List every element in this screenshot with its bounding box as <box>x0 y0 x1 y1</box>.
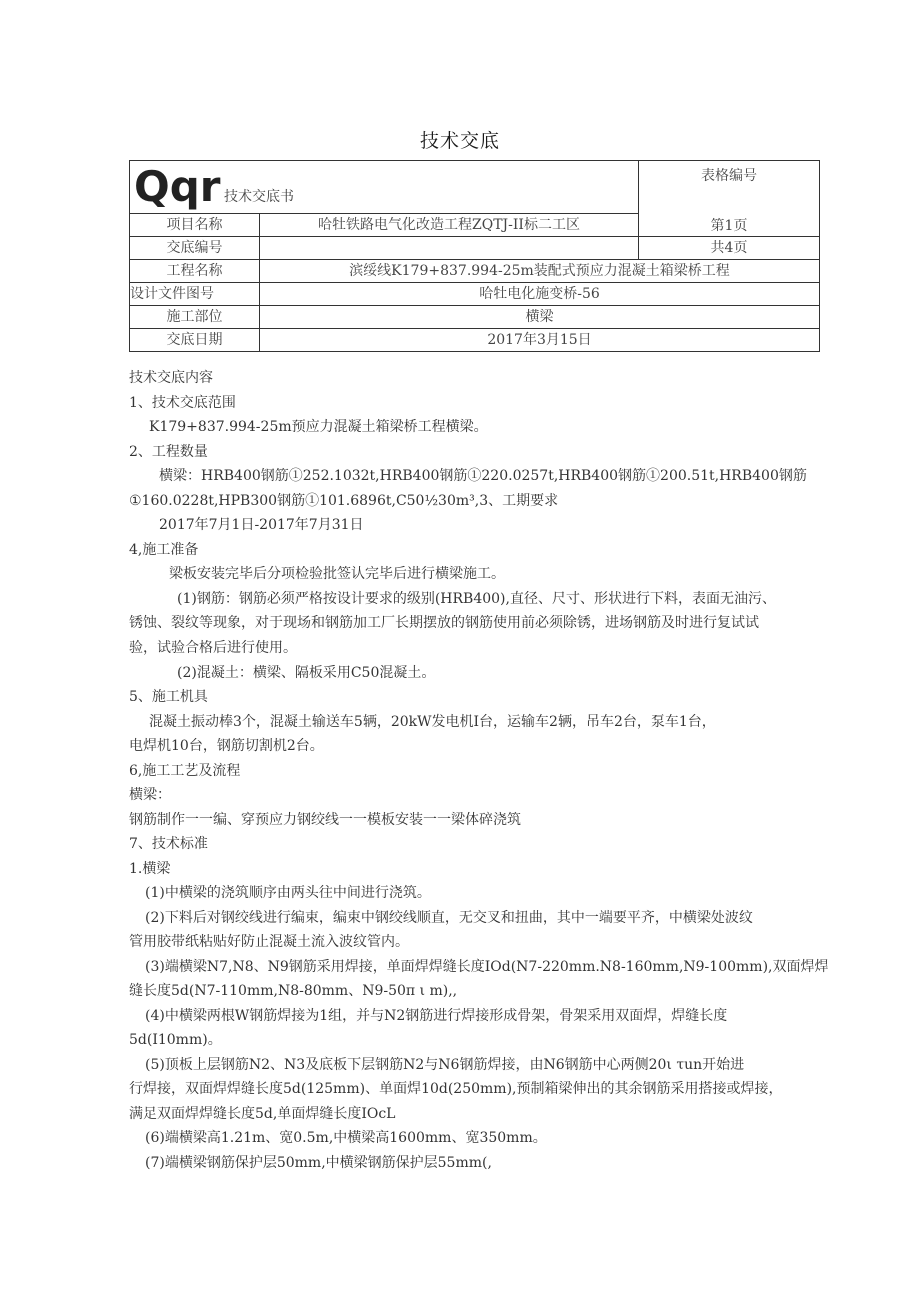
paragraph-line: (2)混凝土：横梁、隔板采用C50混凝土。 <box>177 665 436 681</box>
form-number-label: 表格编号 <box>639 161 820 237</box>
paragraph-line: 验，试验合格后进行使用。 <box>129 640 297 656</box>
paragraph-line: 满足双面焊焊缝长度5d,单面焊缝长度IOcL <box>129 1106 396 1122</box>
handover-number-label: 交底编号 <box>130 237 260 260</box>
handover-number-value <box>260 237 639 260</box>
paragraph-line: (6)端横梁高1.21m、宽0.5m,中横梁高1600mm、宽350mm。 <box>145 1130 547 1146</box>
section-heading: 2、工程数量 <box>129 444 208 460</box>
paragraph-line: 5d(I10mm)。 <box>129 1032 222 1048</box>
date-value: 2017年3月15日 <box>260 329 820 352</box>
design-doc-value: 哈牡电化施变桥-56 <box>260 283 820 306</box>
design-doc-label: 设计文件图号 <box>130 283 260 306</box>
paragraph-line: (2)下料后对钢绞线进行编束，编束中钢绞线顺直，无交叉和扭曲，其中一端要平齐，中横梁处波纹 <box>145 910 753 926</box>
logo-cell <box>130 161 639 214</box>
paragraph-line: 电焊机10台，钢筋切割机2台。 <box>129 738 324 754</box>
site-label: 施工部位 <box>130 306 260 329</box>
section-heading: 4,施工准备 <box>129 542 199 558</box>
paragraph-line: 行焊接，双面焊焊缝长度5d(125mm)、单面焊10d(250mm),预制箱梁伸出的其余钢筋采用搭接或焊接， <box>129 1081 783 1097</box>
date-label: 交底日期 <box>130 329 260 352</box>
section-heading: 技术交底内容 <box>129 370 213 386</box>
page-total: 共4页 <box>710 240 748 256</box>
paragraph-line: 管用胶带纸粘贴好防止混凝土流入波纹管内。 <box>129 934 409 950</box>
paragraph-line: (1)钢筋：钢筋必须严格按设计要求的级别(HRB400),直径、尺寸、形状进行下料，表面无油污、 <box>177 591 776 607</box>
paragraph-line: (7)端横梁钢筋保护层50mm,中横梁钢筋保护层55mm(, <box>145 1155 492 1171</box>
section-heading: 5、施工机具 <box>129 689 208 705</box>
logo-subtitle: 技术交底书 <box>224 189 294 205</box>
section-heading: 6,施工工艺及流程 <box>129 763 241 779</box>
paragraph-line: 钢筋制作一一编、穿预应力钢绞线一一模板安装一一梁体碎浇筑 <box>129 812 521 828</box>
paragraph-line: 横梁：HRB400钢筋①252.1032t,HRB400钢筋①220.0257t,HRB400钢筋①200.51t,HRB400钢筋 <box>159 468 807 484</box>
paragraph-line: 混凝土振动棒3个，混凝土输送车5辆，20kW发电机I台，运输车2辆，吊车2台，泵车1台， <box>149 714 716 730</box>
paragraph-line: (4)中横梁两根W钢筋焊接为1组，并与N2钢筋进行焊接形成骨架，骨架采用双面焊，焊缝长度 <box>145 1008 728 1024</box>
section-heading: 1、技术交底范围 <box>129 395 236 411</box>
project-name-value: 哈牡铁路电气化改造工程ZQTJ-II标二工区 <box>260 214 639 237</box>
document-title: 技术交底 <box>419 130 500 152</box>
page-info <box>639 218 820 260</box>
paragraph-line: (5)顶板上层钢筋N2、N3及底板下层钢筋N2与N6钢筋焊接，由N6钢筋中心两侧20ι τun开始进 <box>145 1057 745 1073</box>
paragraph-line: (1)中横梁的浇筑顺序由两头往中间进行浇筑。 <box>145 885 431 901</box>
site-value: 横梁 <box>260 306 820 329</box>
paragraph-line: ①160.0228t,HPB300钢筋①101.6896t,C50½30m³,3、工期要求 <box>129 493 559 509</box>
engineering-name-value: 滨绥线K179+837.994-25m装配式预应力混凝土箱梁桥工程 <box>260 260 820 283</box>
paragraph-line: 横梁： <box>129 787 171 803</box>
section-heading: 1.横梁 <box>129 861 171 877</box>
paragraph-line: 梁板安装完毕后分项检验批签认完毕后进行横梁施工。 <box>169 566 505 582</box>
paragraph-line: K179+837.994-25m预应力混凝土箱梁桥工程横梁。 <box>149 419 488 435</box>
paragraph-line: 2017年7月1日-2017年7月31日 <box>159 517 364 533</box>
engineering-name-label: 工程名称 <box>130 260 260 283</box>
page-number: 第1页 <box>710 218 748 234</box>
paragraph-line: 锈蚀、裂纹等现象，对于现场和钢筋加工厂长期摆放的钢筋使用前必须除锈，进场钢筋及时进行复试试 <box>129 615 759 631</box>
section-heading: 7、技术标准 <box>129 836 208 852</box>
project-name-label: 项目名称 <box>130 214 260 237</box>
header-table <box>129 160 820 352</box>
paragraph-line: 缝长度5d(N7-110mm,N8-80mm、N9-50π ι m),, <box>129 983 458 999</box>
paragraph-line: (3)端横梁N7,N8、N9钢筋采用焊接，单面焊焊缝长度IOd(N7-220mm.N8-160mm,N9-100mm),双面焊焊 <box>145 959 829 975</box>
company-logo: Qqr <box>134 162 221 211</box>
